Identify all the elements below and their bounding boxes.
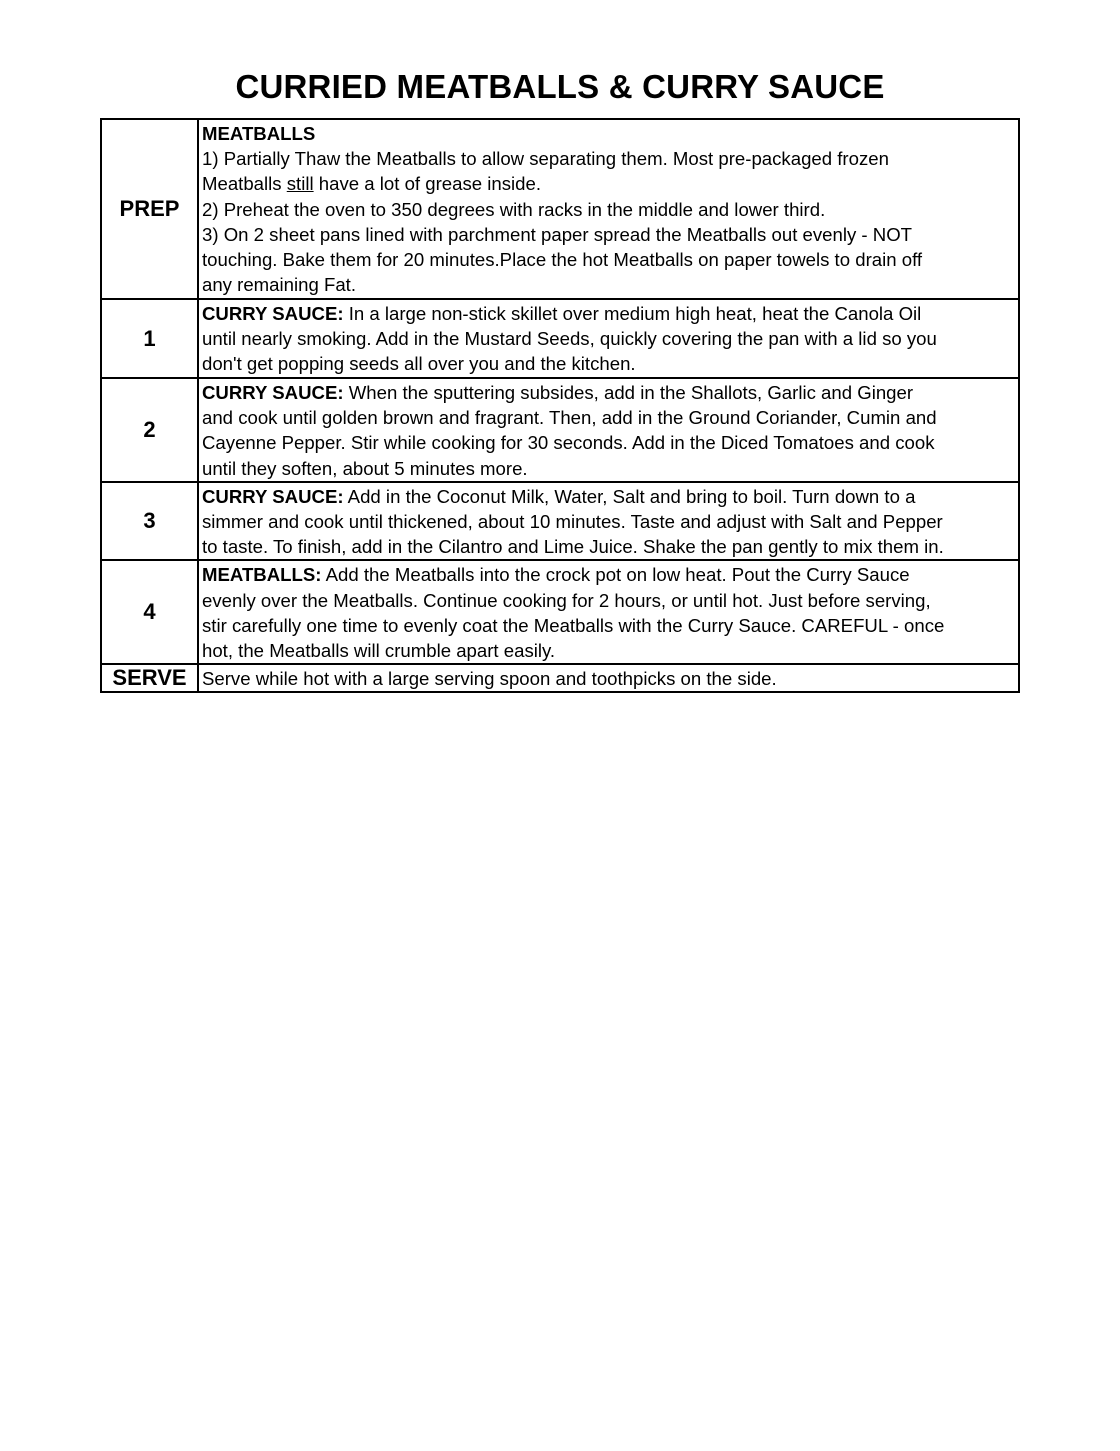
step-line: until they soften, about 5 minutes more. xyxy=(202,457,528,479)
step-heading: MEATBALLS: xyxy=(202,564,322,586)
step-heading: CURRY SAUCE: xyxy=(202,485,344,507)
step-line: hot, the Meatballs will crumble apart easily. xyxy=(202,640,556,662)
step-line: Serve while hot with a large serving spoon and toothpicks on the side. xyxy=(202,668,777,690)
step-row-serve xyxy=(101,664,1019,692)
step-line: and cook until golden brown and fragrant. Then, add in the Ground Coriander, Cumin and xyxy=(202,407,937,429)
step-line xyxy=(202,301,1016,326)
step-text: In a large non-stick skillet over medium high heat, heat the Canola Oil xyxy=(343,303,922,324)
step-heading: CURRY SAUCE: xyxy=(202,382,344,403)
step-line xyxy=(202,484,1016,509)
recipe-title: CURRIED MEATBALLS & CURRY SAUCE xyxy=(235,68,885,105)
step-line: to taste. To finish, add in the Cilantro and Lime Juice. Shake the pan gently to mix them in. xyxy=(202,536,944,558)
step-row-prep xyxy=(101,119,1019,299)
step-line: 2) Preheat the oven to 350 degrees with racks in the middle and lower third. xyxy=(202,198,826,220)
step-line xyxy=(202,171,1016,196)
step-instructions xyxy=(198,119,1019,299)
step-instructions xyxy=(198,664,1019,692)
step-label: 2 xyxy=(101,378,198,482)
step-label: 1 xyxy=(101,299,198,378)
step-line: until nearly smoking. Add in the Mustard Seeds, quickly covering the pan with a lid so you xyxy=(202,328,937,350)
step-heading: CURRY SAUCE: xyxy=(202,303,344,324)
step-label: 4 xyxy=(101,560,198,664)
step-instructions xyxy=(198,482,1019,561)
step-row-4 xyxy=(101,560,1019,664)
step-line: 1) Partially Thaw the Meatballs to allow separating them. Most pre-packaged frozen xyxy=(202,148,889,170)
step-row-1 xyxy=(101,299,1019,378)
step-text: Add the Meatballs into the crock pot on low heat. Pout the Curry Sauce xyxy=(321,564,910,586)
step-instructions xyxy=(198,299,1019,378)
step-heading: MEATBALLS xyxy=(202,123,316,144)
step-instructions xyxy=(198,560,1019,664)
step-label: PREP xyxy=(101,119,198,299)
step-label: 3 xyxy=(101,482,198,561)
step-line: stir carefully one time to evenly coat the Meatballs with the Curry Sauce. CAREFUL - once xyxy=(202,614,945,636)
underlined-word: still xyxy=(286,173,314,195)
recipe-steps-table xyxy=(100,118,1020,693)
step-text: When the sputtering subsides, add in the Shallots, Garlic and Ginger xyxy=(343,382,914,403)
step-row-3 xyxy=(101,482,1019,561)
step-row-2 xyxy=(101,378,1019,482)
step-line: simmer and cook until thickened, about 10 minutes. Taste and adjust with Salt and Pepper xyxy=(202,511,943,533)
step-text: Meatballs xyxy=(202,173,287,195)
step-line xyxy=(202,562,1016,587)
step-line: 3) On 2 sheet pans lined with parchment paper spread the Meatballs out evenly - NOT xyxy=(202,223,913,245)
step-line: touching. Bake them for 20 minutes.Place the hot Meatballs on paper towels to drain off xyxy=(202,249,923,271)
step-text: Add in the Coconut Milk, Water, Salt and bring to boil. Turn down to a xyxy=(343,485,916,507)
step-line: Cayenne Pepper. Stir while cooking for 30 seconds. Add in the Diced Tomatoes and cook xyxy=(202,432,935,454)
step-label: SERVE xyxy=(101,664,198,692)
step-text: have a lot of grease inside. xyxy=(313,173,542,195)
step-line xyxy=(202,380,1016,405)
step-instructions xyxy=(198,378,1019,482)
step-line: any remaining Fat. xyxy=(202,274,356,296)
step-line: don't get popping seeds all over you and the kitchen. xyxy=(202,353,636,375)
step-line: evenly over the Meatballs. Continue cooking for 2 hours, or until hot. Just before serving, xyxy=(202,589,931,611)
